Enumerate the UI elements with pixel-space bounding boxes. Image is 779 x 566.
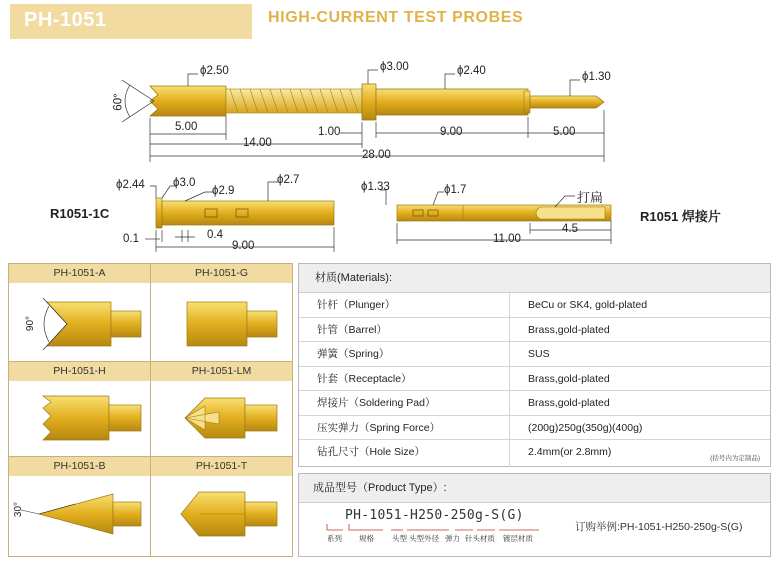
tip-t-drawing (181, 492, 277, 536)
barrel (376, 89, 528, 115)
dim-d27: ϕ2.7 (277, 174, 300, 186)
tip-b-angle: 30° (13, 501, 25, 518)
dim-l04: 0.4 (207, 229, 223, 241)
material-row: 焊接片（Soldering Pad） Brass,gold-plated (299, 391, 770, 416)
plunger-tip (530, 96, 604, 108)
material-row: 钻孔尺寸（Hole Size） 2.4mm(or 2.8mm) (317, 446, 612, 458)
dim-l1400: 14.00 (243, 137, 272, 149)
code-segment: 系列 (327, 534, 342, 543)
order-example: 订购举例:PH-1051-H250-250g-S(G) (575, 521, 743, 533)
product-type-box (298, 473, 771, 557)
dim-d30: ϕ3.0 (173, 177, 196, 189)
tip-header-b: PH-1051-B (9, 457, 150, 476)
dim-l1100: 11.00 (493, 233, 521, 245)
materials-title: 材质(Materials): (299, 264, 770, 293)
material-row: 针管（Barrel） Brass,gold-plated (299, 318, 770, 343)
tip-g-drawing (187, 302, 277, 346)
code-segment: 镀层材质 (503, 534, 533, 543)
page-title: HIGH-CURRENT TEST PROBES (268, 9, 524, 26)
dim-l900: 9.00 (440, 126, 463, 138)
dim-d300: ϕ3.00 (380, 61, 409, 73)
dim-l500a: 5.00 (175, 121, 198, 133)
barrel-collar (362, 84, 376, 120)
tip-illustrations (9, 264, 292, 556)
product-code: PH-1051-H250-250g-S(G) (345, 508, 524, 523)
plunger-head (150, 86, 226, 116)
tip-a-drawing (43, 298, 141, 350)
code-segment: 头型外径 (409, 534, 439, 543)
dim-l2800: 28.00 (362, 149, 391, 161)
material-row: 弹簧（Spring） SUS (299, 342, 770, 367)
tip-types-table (8, 263, 293, 557)
tip-header-lm: PH-1051-LM (151, 362, 292, 381)
dim-l500b: 5.00 (553, 126, 576, 138)
dim-l100: 1.00 (318, 126, 341, 138)
product-type-title: 成品型号（Product Type）: (299, 474, 770, 503)
code-segment: 头型 (392, 534, 407, 543)
spring (226, 89, 362, 113)
material-row: 针杆（Plunger） BeCu or SK4, gold-plated (299, 293, 770, 318)
dim-d29: ϕ2.9 (212, 185, 235, 197)
tip-header-h: PH-1051-H (9, 362, 150, 381)
solder-label: R1051 焊接片 (640, 209, 721, 224)
custom-note: (括号内为定制品) (710, 455, 760, 462)
material-row: 压实弹力（Spring Force） (200g)250g(350g)(400g) (299, 416, 770, 441)
tip-header-t: PH-1051-T (151, 457, 292, 476)
dim-d17: ϕ1.7 (444, 184, 467, 196)
material-row: 针套（Receptacle） Brass,gold-plated (299, 367, 770, 392)
tip-h-drawing (43, 396, 141, 440)
dim-d244: ϕ2.44 (116, 179, 145, 191)
code-segment: 规格 (359, 534, 374, 543)
code-segment: 针头材质 (465, 534, 495, 543)
model-label: PH-1051 (24, 9, 107, 31)
tip-b-drawing (21, 494, 141, 534)
tip-lm-drawing (185, 398, 277, 438)
dim-d133: ϕ1.33 (361, 181, 390, 193)
flat-label: 打扁 (577, 190, 604, 205)
angle-marker (122, 80, 154, 122)
tip-header-g: PH-1051-G (151, 264, 292, 283)
dim-angle: 60° (112, 93, 125, 111)
code-segment: 弹力 (445, 534, 460, 543)
receptacle-label: R1051-1C (50, 206, 110, 221)
tip-a-angle: 90° (25, 315, 37, 332)
dim-d240: ϕ2.40 (457, 65, 486, 77)
dim-l900-rec: 9.00 (232, 240, 255, 252)
dim-l45: 4.5 (562, 223, 578, 235)
tip-header-a: PH-1051-A (9, 264, 150, 283)
dim-d250: ϕ2.50 (200, 65, 229, 77)
dim-d130: ϕ1.30 (582, 71, 611, 83)
materials-table (298, 263, 771, 467)
dim-l01: 0.1 (123, 233, 139, 245)
